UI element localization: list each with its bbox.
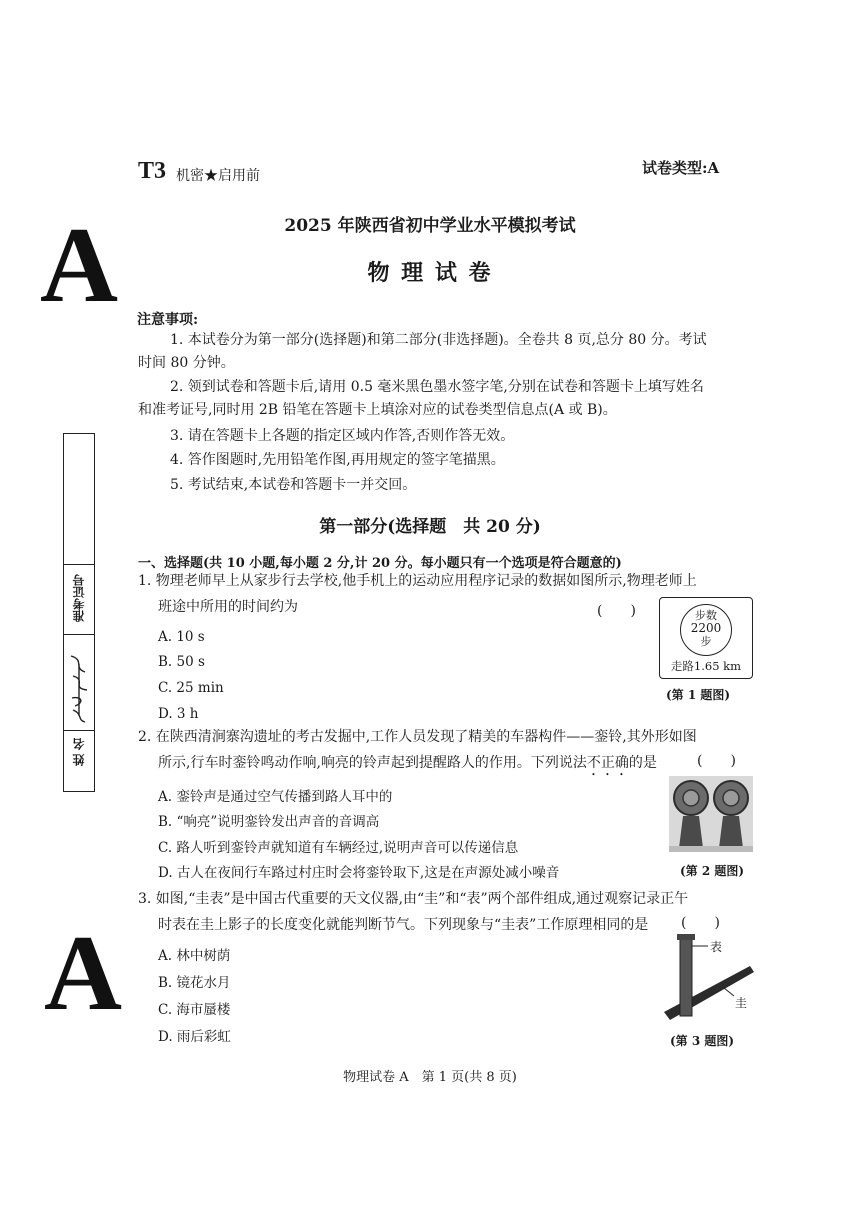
paper-code: T3 bbox=[138, 158, 167, 184]
label-gui: 圭 bbox=[735, 996, 748, 1010]
q2-figure-bells bbox=[669, 776, 753, 852]
strip-divider bbox=[64, 730, 94, 731]
question-2-line2-post: 的是 bbox=[628, 755, 657, 771]
note-item-2 bbox=[138, 376, 753, 422]
q2-caption: (第 2 题图) bbox=[680, 864, 745, 878]
question-1-line2: 班途中所用的时间约为 bbox=[158, 599, 298, 615]
note-item-1-line2: 时间 80 分钟。 bbox=[138, 355, 235, 371]
name-label: 姓 名 bbox=[72, 738, 86, 767]
answer-bracket-3: ( ) bbox=[681, 915, 720, 931]
paper-type: 试卷类型:A bbox=[642, 159, 720, 177]
note-item-1 bbox=[138, 329, 753, 375]
q1-caption: (第 1 题图) bbox=[666, 688, 731, 702]
note-item-5: 5. 考试结束,本试卷和答题卡一并交回。 bbox=[170, 477, 417, 493]
question-2-line2 bbox=[138, 750, 758, 779]
label-biao: 表 bbox=[710, 940, 723, 954]
section-instructions: 一、选择题(共 10 小题,每小题 2 分,计 20 分。每小题只有一个选项是符合题意的) bbox=[138, 556, 622, 571]
q3-option-b: B. 镜花水月 bbox=[158, 975, 231, 991]
exam-subtitle: 物 理 试 卷 bbox=[367, 260, 493, 286]
q1-option-b: B. 50 s bbox=[158, 654, 205, 670]
q3-caption: (第 3 题图) bbox=[670, 1034, 735, 1048]
q2-option-a: A. 銮铃声是通过空气传播到路人耳中的 bbox=[158, 789, 393, 805]
question-1-line1: 1. 物理老师早上从家步行去学校,他手机上的运动应用程序记录的数据如图所示,物理老师上 bbox=[138, 573, 697, 589]
question-3-line2: 时表在圭上影子的长度变化就能判断节气。下列现象与“圭表”工作原理相同的是 bbox=[158, 917, 649, 933]
note-item-1-line1: 1. 本试卷分为第一部分(选择题)和第二部分(非选择题)。全卷共 8 页,总分 80 分。考试 bbox=[170, 332, 707, 348]
question-3 bbox=[138, 886, 758, 938]
paper-type-letter-top: A bbox=[40, 206, 118, 325]
page-footer: 物理试卷 A 第 1 页(共 8 页) bbox=[343, 1070, 517, 1085]
question-2 bbox=[138, 724, 758, 779]
candidate-info-strip bbox=[63, 433, 95, 792]
walk-distance: 走路1.65 km bbox=[670, 659, 742, 673]
question-2-emphasis: 不正确 bbox=[586, 755, 629, 771]
answer-bracket-2: ( ) bbox=[697, 753, 736, 769]
q1-figure-phone bbox=[659, 597, 753, 679]
paper-type-letter-bottom: A bbox=[44, 914, 122, 1033]
note-item-4: 4. 答作图题时,先用铅笔作图,再用规定的签字笔描黑。 bbox=[170, 452, 505, 468]
q3-option-a: A. 林中树荫 bbox=[158, 948, 231, 964]
step-unit: 步 bbox=[700, 635, 712, 648]
step-circle bbox=[680, 604, 732, 656]
exam-id-label: 准考证号 bbox=[72, 574, 86, 622]
strip-divider bbox=[64, 634, 94, 635]
q3-option-d: D. 雨后彩虹 bbox=[158, 1029, 231, 1045]
q1-option-c: C. 25 min bbox=[158, 680, 224, 696]
q3-option-c: C. 海市蜃楼 bbox=[158, 1002, 231, 1018]
question-2-line2-pre: 所示,行车时銮铃鸣动作响,响亮的铃声起到提醒路人的作用。下列说法 bbox=[158, 755, 587, 771]
q2-option-b: B. “响亮”说明銮铃发出声音的音调高 bbox=[158, 814, 380, 830]
step-count: 2200 bbox=[690, 621, 722, 635]
exam-title: 2025 年陕西省初中学业水平模拟考试 bbox=[284, 216, 576, 236]
q2-option-c: C. 路人听到銮铃声就知道有车辆经过,说明声音可以传递信息 bbox=[158, 840, 519, 856]
q1-option-d: D. 3 h bbox=[158, 706, 199, 722]
question-2-line1: 2. 在陕西清涧寨沟遗址的考古发掘中,工作人员发现了精美的车器构件——銮铃,其外形如图 bbox=[138, 729, 697, 745]
confidential-label: 机密★启用前 bbox=[176, 168, 260, 184]
step-label: 步数 bbox=[695, 609, 717, 622]
note-item-3: 3. 请在答题卡上各题的指定区域内作答,否则作答无效。 bbox=[170, 428, 515, 444]
section-title: 第一部分(选择题 共 20 分) bbox=[319, 517, 541, 537]
question-3-line1: 3. 如图,“圭表”是中国古代重要的天文仪器,由“圭”和“表”两个部件组成,通过观察记录正午 bbox=[138, 891, 689, 907]
strip-divider bbox=[64, 564, 94, 565]
note-item-2-line2: 和准考证号,同时用 2B 铅笔在答题卡上填涂对应的试卷类型信息点(A 或 B)。 bbox=[138, 402, 617, 418]
note-item-2-line1: 2. 领到试卷和答题卡后,请用 0.5 毫米黑色墨水签字笔,分别在试卷和答题卡上填写姓名 bbox=[170, 379, 704, 395]
answer-bracket-1: ( ) bbox=[597, 603, 636, 619]
handwritten-signature bbox=[67, 646, 91, 726]
q2-option-d: D. 古人在夜间行车路过村庄时会将銮铃取下,这是在声源处减小噪音 bbox=[158, 865, 560, 881]
notes-heading: 注意事项: bbox=[137, 312, 199, 328]
q1-option-a: A. 10 s bbox=[158, 629, 205, 645]
